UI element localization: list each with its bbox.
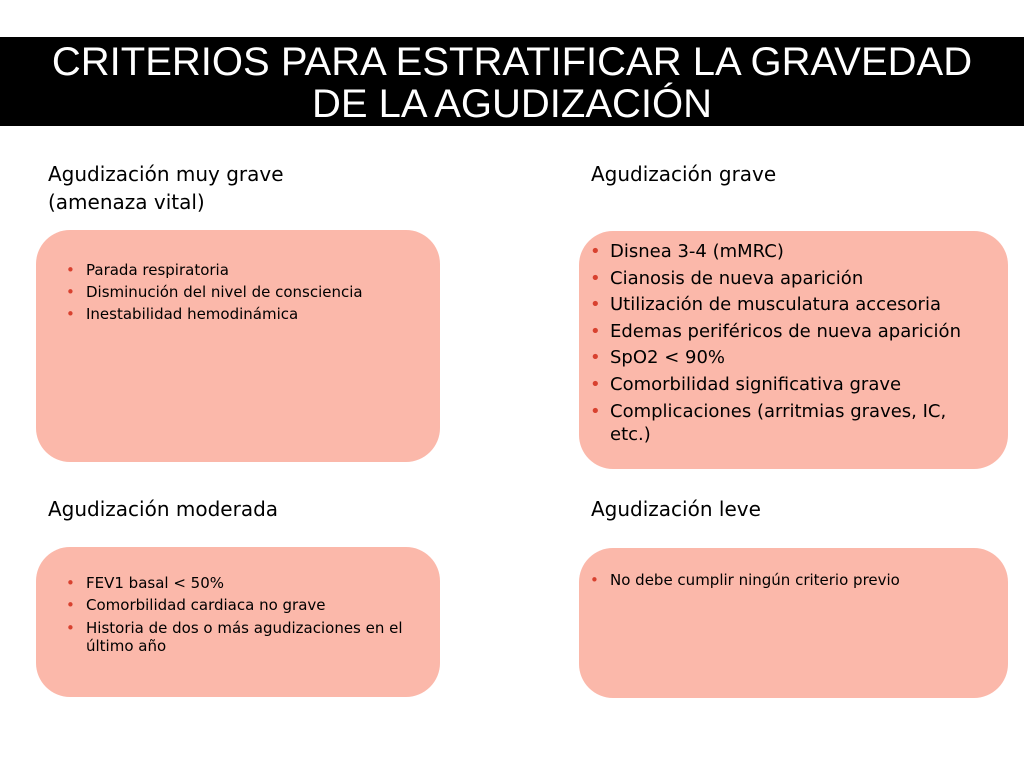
- section-title-muy-grave-line-2: (amenaza vital): [48, 190, 205, 214]
- criteria-list-grave: [590, 239, 998, 446]
- list-item: • Edemas periféricos de nueva aparición: [590, 319, 998, 346]
- page-title: [0, 37, 1024, 125]
- section-title-muy-grave: [48, 160, 284, 216]
- list-item: • Historia de dos o más agudizaciones en el último año: [66, 619, 420, 655]
- section-title-grave: Agudización grave: [591, 162, 777, 186]
- list-item: • Disminución del nivel de consciencia: [66, 281, 420, 303]
- page-title-line-2: DE LA AGUDIZACIÓN: [311, 82, 713, 126]
- list-item: • Parada respiratoria: [66, 259, 420, 281]
- list-item: • Inestabilidad hemodinámica: [66, 303, 420, 325]
- list-item: • Comorbilidad significativa grave: [590, 372, 998, 399]
- criteria-list-moderada: [66, 572, 420, 655]
- list-item: • Utilización de musculatura accesoria: [590, 292, 998, 319]
- list-item: • FEV1 basal < 50%: [66, 572, 420, 594]
- page-title-line-1: CRITERIOS PARA ESTRATIFICAR LA GRAVEDAD: [51, 40, 973, 84]
- list-item: • Disnea 3-4 (mMRC): [590, 239, 998, 266]
- criteria-list-muy-grave: [66, 259, 420, 325]
- list-item: • No debe cumplir ningún criterio previo: [590, 569, 988, 591]
- list-item: • SpO2 < 90%: [590, 345, 998, 372]
- section-title-moderada: Agudización moderada: [48, 497, 279, 521]
- card-moderada: [36, 547, 440, 697]
- section-title-leve: Agudización leve: [591, 497, 761, 521]
- list-item: • Cianosis de nueva aparición: [590, 266, 998, 293]
- card-leve: [579, 548, 1008, 698]
- criteria-list-leve: [590, 569, 988, 591]
- card-grave: [579, 231, 1008, 469]
- section-title-muy-grave-line-1: Agudización muy grave: [48, 162, 284, 186]
- title-bar: [0, 37, 1024, 126]
- list-item: • Comorbilidad cardiaca no grave: [66, 594, 420, 616]
- card-muy-grave: [36, 230, 440, 462]
- list-item: • Complicaciones (arritmias graves, IC, etc.): [590, 400, 998, 446]
